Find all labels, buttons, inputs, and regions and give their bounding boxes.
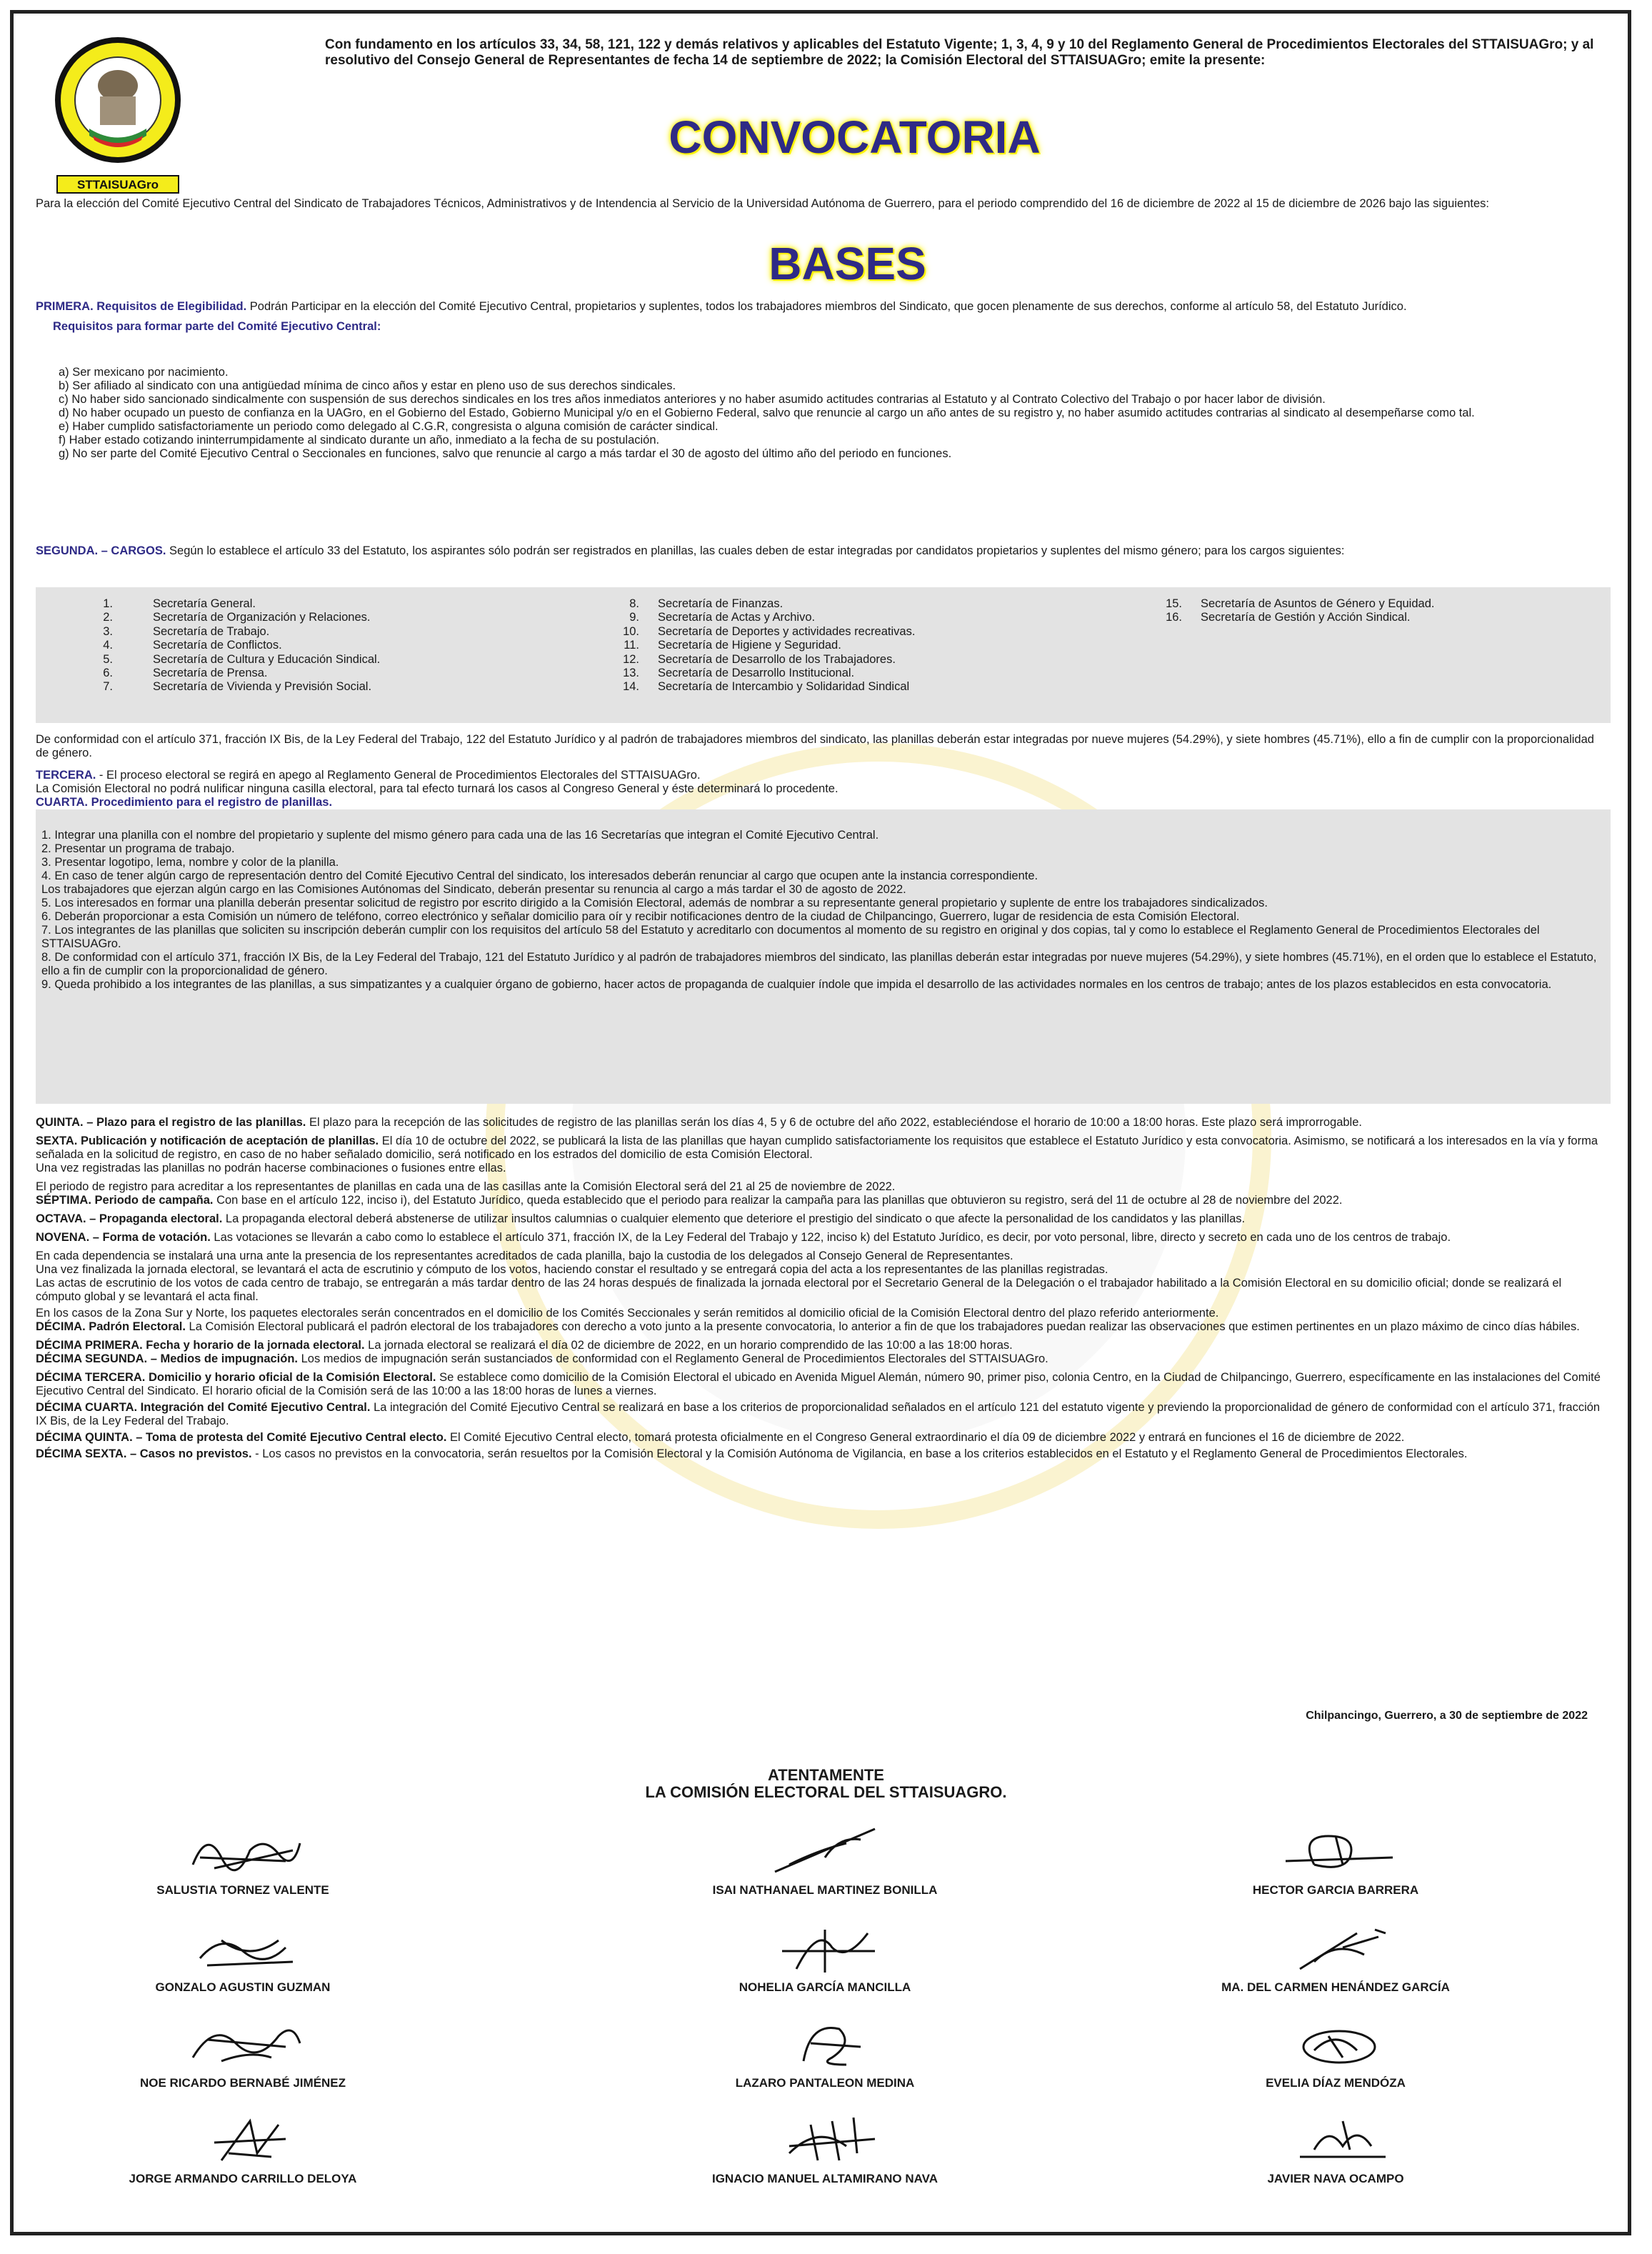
base-decima-tercera: DÉCIMA TERCERA. Domicilio y horario oficial de la Comisión Electoral. Se establece como domicilio de la Comisión Electoral el ubicado en Avenida Miguel Alemán, número 90, primer piso, colonia Centro, en la Ciudad de Chilpancingo, Guerrero, específicamente en las instalaciones del Comité Ejecutivo Central del Sindicato. El horario oficial de la Comisión será de las 10:00 a las 18:00 horas de lunes a viernes.	[36, 1371, 1601, 1397]
list-item: 8. De conformidad con el artículo 371, fracción IX Bis, de la Ley Federal del Trabajo, 121 del Estatuto Jurídico y al padrón de trabajadores miembros del sindicato, las planillas deberán estar integradas por nueve mujeres (54.29%), y siete hombres (45.71%), en el orden que lo establece el Estatuto, ello a fin de cumplir con la proporcionalidad de género.	[41, 951, 1597, 977]
primera-subheading: Requisitos para formar parte del Comité Ejecutivo Central:	[53, 320, 381, 333]
signature-block	[29, 1822, 457, 1898]
signatory-name: HECTOR GARCIA BARRERA	[1252, 1883, 1419, 1897]
base-decima-cuarta: DÉCIMA CUARTA. Integración del Comité Ejecutivo Central. La integración del Comité Ejecutivo Central se realizará en base a los criterios de proporcionalidad señalados en el artículo 121 del estatuto vigente y previendo la proporcionalidad de género de conformidad con el artículo 371, fracción IX Bis, de la Ley Federal del Trabajo.	[36, 1401, 1601, 1427]
convocatoria-title: CONVOCATORIA	[669, 111, 1041, 163]
list-item: g) No ser parte del Comité Ejecutivo Central o Seccionales en funciones, salvo que renuncie al cargo a más tardar el 30 de agosto del último año del periodo en funciones.	[59, 447, 952, 460]
signature-mark	[179, 2015, 307, 2072]
primera-text: Podrán Participar en la elección del Comité Ejecutivo Central, propietarios y suplentes, todos los trabajadores miembros del Sindicato, que gocen plenamente de sus derechos, conforme al artículo 58, del Estatuto Jurídico.	[246, 300, 1407, 313]
signature-mark	[1271, 2015, 1400, 2072]
signature-mark	[761, 2110, 889, 2168]
base-octava: OCTAVA. – Propaganda electoral. La propaganda electoral deberá abstenerse de utilizar insultos calumnias o cualquier elemento que deteriore el prestigio del sindicato o que afecte la personalidad de los candidatos y las planillas.	[36, 1212, 1246, 1225]
list-item: 15. Secretaría de Asuntos de Género y Equidad.	[1166, 597, 1435, 610]
base-sexta: SEXTA. Publicación y notificación de aceptación de planillas. El día 10 de octubre del 2022, se publicará la lista de las planillas que hayan cumplido satisfactoriamente los requisitos que establece el Estatuto Jurídico y esta convocatoria. Asimismo, se notificará a los interesados en la vía y forma señalada en la solicitud de registro, en caso de no haber señalado domicilio, será notificado en los estrados del domicilio de esta Comisión Electoral.	[36, 1135, 1598, 1161]
cuarta-list	[36, 829, 1608, 992]
signatory-name: MA. DEL CARMEN HENÁNDEZ GARCÍA	[1221, 1980, 1450, 1994]
list-item: 6. Secretaría de Prensa.	[103, 666, 268, 679]
base-decima-segunda: DÉCIMA SEGUNDA. – Medios de impugnación. Los medios de impugnación serán sustanciados de conformidad con el Reglamento General de Procedimientos Electorales del STTAISUAGro.	[36, 1352, 1048, 1365]
list-item: c) No haber sido sancionado sindicalmente con suspensión de sus derechos sindicales en los tres años inmediatos anteriores y no haber asumido actitudes contrarias al Estatuto y al Contrato Colectivo del Trabajo o por hacer labor de división.	[59, 393, 1326, 406]
primera-heading: PRIMERA. Requisitos de Elegibilidad.	[36, 300, 247, 313]
list-item: 5. Secretaría de Cultura y Educación Sindical.	[103, 652, 381, 666]
remaining-bases	[36, 1116, 1607, 1461]
comision-title: LA COMISIÓN ELECTORAL DEL STTAISUAGRO.	[645, 1783, 1007, 1801]
signature-block	[1121, 1919, 1550, 1995]
cargos-column-3	[1153, 597, 1434, 625]
signature-block	[1121, 2015, 1550, 2090]
list-item: 6. Deberán proporcionar a esta Comisión un número de teléfono, correo electrónico y señalar domicilio para oír y recibir notificaciones dentro de la ciudad de Chilpancingo, Guerrero, lugar de residencia de esta Comisión Electoral.	[41, 910, 1240, 923]
list-item: 2. Secretaría de Organización y Relaciones.	[103, 611, 371, 624]
list-item: 7. Los integrantes de las planillas que soliciten su inscripción deberán cumplir con los requisitos del artículo 58 del Estatuto y acreditarlo con documentos al momento de su registro en original y dos copias, tal y como lo establece el Reglamento General de Procedimientos Electorales del STTAISUAGro.	[41, 924, 1540, 950]
base-decima-primera: DÉCIMA PRIMERA. Fecha y horario de la jornada electoral. La jornada electoral se realizará el día 02 de diciembre de 2022, en un horario comprendido de las 10:00 a las 18:00 horas.	[36, 1339, 1013, 1352]
list-item: 16. Secretaría de Gestión y Acción Sindical.	[1166, 611, 1411, 624]
list-item: 3. Presentar logotipo, lema, nombre y color de la planilla.	[41, 856, 339, 869]
list-item: a) Ser mexicano por nacimiento.	[59, 366, 229, 379]
signature-mark	[179, 1919, 307, 1976]
signature-mark	[1271, 1822, 1400, 1879]
signatory-name: NOE RICARDO BERNABÉ JIMÉNEZ	[139, 2076, 346, 2090]
list-item: d) No haber ocupado un puesto de confianza en la UAGro, en el Gobierno del Estado, Gobierno Municipal y/o en el Gobierno Federal, salvo que renuncie al cargo un año antes de su registro y, no haber asumido actitudes contrarias al sindicato al desempeñarse como tal.	[59, 407, 1475, 419]
list-item: 11. Secretaría de Higiene y Seguridad.	[624, 639, 841, 652]
base-novena-note-4: En los casos de la Zona Sur y Norte, los paquetes electorales serán concentrados en el domicilio de los Comités Seccionales y serán remitidos al domicilio oficial de la Comisión Electoral dentro del plazo referido anteriormente.	[36, 1307, 1219, 1320]
list-item: 13. Secretaría de Desarrollo Institucional.	[623, 666, 855, 679]
signatory-name: SALUSTIA TORNEZ VALENTE	[156, 1883, 329, 1897]
signature-mark	[179, 1822, 307, 1879]
cargos-column-2	[611, 597, 915, 694]
list-item: 8. Secretaría de Finanzas.	[629, 597, 784, 610]
list-item: 4. En caso de tener algún cargo de representación dentro del Comité Ejecutivo Central del sindicato, los interesados deberán renunciar al cargo que ocupen ante la instancia correspondiente.	[41, 869, 1038, 882]
segunda-heading: SEGUNDA. – CARGOS.	[36, 544, 166, 557]
list-item: Los trabajadores que ejerzan algún cargo en las Comisiones Autónomas del Sindicato, deberán presentar su renuncia al cargo a más tardar el 30 de agosto de 2022.	[41, 883, 906, 896]
tercera-text: - El proceso electoral se regirá en apego al Reglamento General de Procedimientos Electorales del STTAISUAGro.	[96, 769, 701, 782]
signatory-name: IGNACIO MANUEL ALTAMIRANO NAVA	[711, 2172, 938, 2185]
base-decima-sexta: DÉCIMA SEXTA. – Casos no previstos. - Los casos no previstos en la convocatoria, serán resueltos por la Comisión Electoral y la Comisión Autónoma de Vigilancia, en base a los criterios establecidos en el Estatuto y el Reglamento General de Procedimientos Electorales.	[36, 1447, 1468, 1460]
place-date: Chilpancingo, Guerrero, a 30 de septiembre de 2022	[1306, 1710, 1588, 1722]
signature-mark	[761, 2015, 889, 2072]
list-item: 12. Secretaría de Desarrollo de los Trabajadores.	[623, 652, 896, 666]
intro-paragraph: Para la elección del Comité Ejecutivo Central del Sindicato de Trabajadores Técnicos, Administrativos y de Intendencia al Servicio de la Universidad Autónoma de Guerrero, para el periodo comprendido del 16 de diciembre de 2022 al 15 de diciembre de 2026 bajo las siguientes:	[36, 197, 1489, 210]
signature-block	[1121, 1822, 1550, 1898]
signatory-name: GONZALO AGUSTIN GUZMAN	[155, 1980, 331, 1994]
base-novena: NOVENA. – Forma de votación. Las votaciones se llevarán a cabo como lo establece el artículo 371, fracción IX, de la Ley Federal del Trabajo y 122, inciso k) del Estatuto Jurídico, es decir, por voto personal, libre, directo y secreto en cada uno de los centros de trabajo.	[36, 1231, 1451, 1244]
list-item: 3. Secretaría de Trabajo.	[103, 624, 270, 638]
signature-block	[1121, 2110, 1550, 2186]
signature-block	[29, 2110, 457, 2186]
base-septima: SÉPTIMA. Periodo de campaña. Con base en el artículo 122, inciso i), del Estatuto Jurídico, queda establecido que el periodo para realizar la campaña para las planillas que obtuvieron su registro, será del 11 de octubre al 28 de noviembre del 2022.	[36, 1194, 1343, 1207]
signatory-name: NOHELIA GARCÍA MANCILLA	[739, 1980, 911, 1994]
section-cuarta	[36, 796, 1607, 809]
signature-block	[611, 1919, 1039, 1995]
section-segunda	[36, 544, 1607, 558]
signature-mark	[761, 1919, 889, 1976]
atentamente: ATENTAMENTE	[768, 1766, 884, 1784]
svg-text:STTAISUAGro: STTAISUAGro	[77, 178, 159, 191]
list-item: 10. Secretaría de Deportes y actividades recreativas.	[623, 624, 916, 638]
signatory-name: JORGE ARMANDO CARRILLO DELOYA	[129, 2172, 357, 2185]
list-item: 2. Presentar un programa de trabajo.	[41, 842, 235, 855]
list-item: 9. Secretaría de Actas y Archivo.	[629, 611, 816, 624]
cargos-column-1	[64, 597, 380, 694]
list-item: b) Ser afiliado al sindicato con una antigüedad mínima de cinco años y estar en pleno uso de sus derechos sindicales.	[59, 379, 676, 392]
segunda-text: Según lo establece el artículo 33 del Estatuto, los aspirantes sólo podrán ser registrados en planillas, las cuales deben de estar integradas por candidatos propietarios y suplentes del mismo género; para los cargos siguientes:	[166, 544, 1345, 557]
signature-block	[29, 2015, 457, 2090]
list-item: 7. Secretaría de Vivienda y Previsión Social.	[103, 680, 372, 694]
list-item: 4. Secretaría de Conflictos.	[103, 639, 282, 652]
signature-block	[611, 2110, 1039, 2186]
tercera-text-2: La Comisión Electoral no podrá nulificar ninguna casilla electoral, para tal efecto turnará los casos al Congreso General y éste determinará lo procedente.	[36, 782, 838, 795]
section-tercera	[36, 769, 1607, 796]
base-novena-note-2: Una vez finalizada la jornada electoral, se levantará el acta de escrutinio y cómputo de los votos, haciendo constar el resultado y se entregará copia del acta a los representantes de las planillas registradas.	[36, 1263, 1108, 1276]
list-item: 1. Integrar una planilla con el nombre del propietario y suplente del mismo género para cada una de las 16 Secretarías que integran el Comité Ejecutivo Central.	[41, 829, 879, 842]
section-primera	[36, 300, 1607, 334]
base-decima: DÉCIMA. Padrón Electoral. La Comisión Electoral publicará el padrón electoral de los trabajadores con derecho a voto junto a la presente convocatoria, lo anterior a fin de que los trabajadores puedan realizar las observaciones que estimen pertinentes en un plazo máximo de cinco días hábiles.	[36, 1320, 1580, 1333]
signature-block	[611, 2015, 1039, 2090]
cuarta-heading: CUARTA. Procedimiento para el registro de planillas.	[36, 796, 333, 809]
base-sexta-note-2: El periodo de registro para acreditar a los representantes de planillas en cada una de las casillas ante la Comisión Electoral será del 21 al 25 de noviembre de 2022.	[36, 1180, 896, 1193]
signatory-name: EVELIA DÍAZ MENDÓZA	[1266, 2076, 1406, 2090]
base-novena-note-1: En cada dependencia se instalará una urna ante la presencia de los representantes acreditados de cada planilla, bajo la custodia de los delegados al Consejo General de Representantes.	[36, 1250, 1013, 1262]
list-item: 9. Queda prohibido a los integrantes de las planillas, a sus simpatizantes y a cualquier órgano de gobierno, hacer actos de propaganda de cualquier índole que impida el desarrollo de las actividades normales en los centros de trabajo; antes de los plazos establecidos en esta convocatoria.	[41, 978, 1552, 991]
cargos-list	[36, 597, 1607, 719]
base-decima-quinta: DÉCIMA QUINTA. – Toma de protesta del Comité Ejecutivo Central electo. El Comité Ejecutivo Central electo, tomará protesta oficialmente en el Congreso General extraordinario el día 09 de diciembre 2022 y entrará en funciones el 16 de diciembre de 2022.	[36, 1431, 1405, 1444]
list-item: 5. Los interesados en formar una planilla deberán presentar solicitud de registro por escrito dirigido a la Comisión Electoral, además de nombrar a su representante general propietario y suplente de entre los trabajadores sindicalizados.	[41, 897, 1268, 909]
base-sexta-note: Una vez registradas las planillas no podrán hacerse combinaciones o fusiones entre ellas.	[36, 1162, 506, 1175]
base-quinta: QUINTA. – Plazo para el registro de las planillas. El plazo para la recepción de las solicitudes de registro de las planillas serán los días 4, 5 y 6 de octubre del año 2022, estableciéndose el horario de 10:00 a 18:00 horas. Este plazo será improrrogable.	[36, 1116, 1362, 1129]
signature-mark	[761, 1822, 889, 1879]
signatory-name: ISAI NATHANAEL MARTINEZ BONILLA	[712, 1883, 938, 1897]
base-novena-note-3: Las actas de escrutinio de los votos de cada centro de trabajo, se entregarán a más tardar dentro de las 24 horas después de finalizada la jornada electoral por el Secretario General de la Delegación o el trabajador habilitado a la Comisión Electoral en su domicilio oficial; donde se realizará el cómputo global y se levantará el acta final.	[36, 1277, 1562, 1303]
list-item: 1. Secretaría General.	[103, 597, 256, 610]
list-item: f) Haber estado cotizando ininterrumpidamente al sindicato durante un año, inmediato a la fecha de su postulación.	[59, 434, 660, 447]
requirements-list	[36, 366, 1613, 461]
legal-foundation-text: Con fundamento en los artículos 33, 34, 58, 121, 122 y demás relativos y aplicables del Estatuto Vigente; 1, 3, 4, 9 y 10 del Reglamento General de Procedimientos Electorales del STTAISUAGro; y al resolutivo del Consejo General de Representantes de fecha 14 de septiembre de 2022; la Comisión Electoral del STTAISUAGro; emite la presente:	[325, 37, 1594, 68]
signature-mark	[1271, 1919, 1400, 1976]
signatory-name: JAVIER NAVA OCAMPO	[1267, 2172, 1404, 2185]
bases-title: BASES	[769, 238, 926, 289]
signature-block	[29, 1919, 457, 1995]
gender-proportion-text: De conformidad con el artículo 371, fracción IX Bis, de la Ley Federal del Trabajo, 122 del Estatuto Jurídico y al padrón de trabajadores miembros del sindicato, las planillas deberán estar integradas por nueve mujeres (54.29%), y siete hombres (45.71%), ello a fin de cumplir con la proporcionalidad de género.	[36, 733, 1594, 759]
signature-mark	[1271, 2110, 1400, 2168]
tercera-heading: TERCERA.	[36, 769, 96, 782]
list-item: 14. Secretaría de Intercambio y Solidaridad Sindical	[623, 680, 910, 694]
signatory-name: LAZARO PANTALEON MEDINA	[735, 2076, 915, 2090]
signature-block	[611, 1822, 1039, 1898]
list-item: e) Haber cumplido satisfactoriamente un periodo como delegado al C.G.R, congresista o alguna comisión de carácter sindical.	[59, 420, 719, 433]
signature-mark	[179, 2110, 307, 2168]
